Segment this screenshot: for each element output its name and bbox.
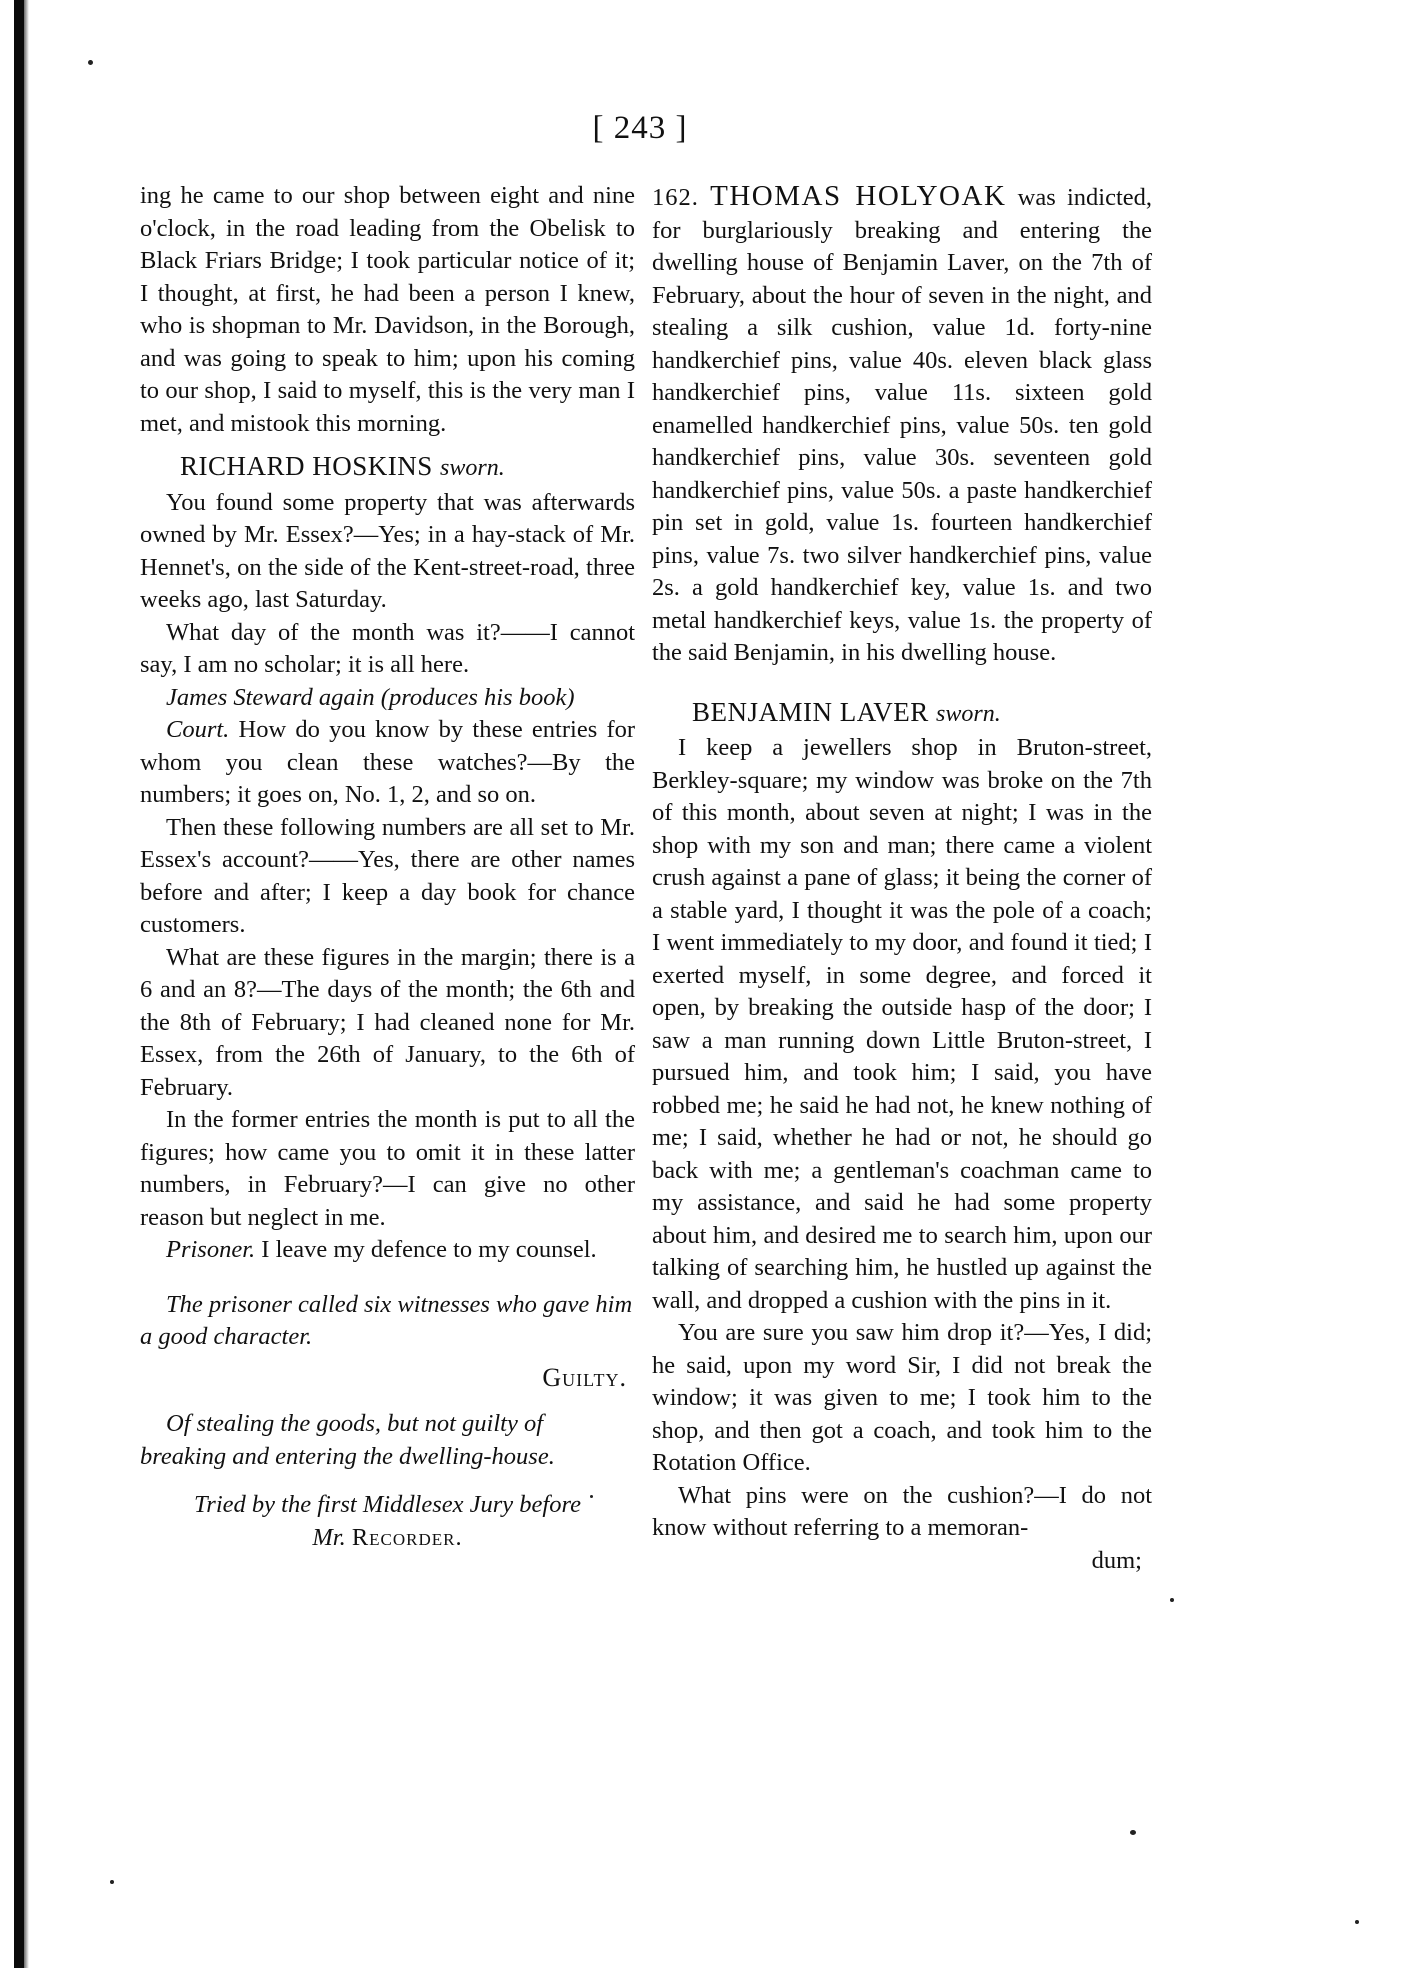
speaker-label: Court. [166, 716, 230, 743]
case-number: 162. [652, 184, 699, 211]
case-heading [652, 180, 1152, 670]
testimony-text: How do you know by these entries for whom you clean these watches?—By the numbers; it goes on, No. 1, 2, and so on. [140, 716, 636, 808]
tried-by-line [140, 1489, 635, 1554]
speaker-label: Prisoner. [166, 1236, 256, 1263]
judge-name: Recorder. [351, 1523, 463, 1551]
scan-speck [1130, 1830, 1136, 1835]
testimony-paragraph: Then these following numbers are all set to Mr. Essex's account?——Yes, there are other names before and after; I keep a day book for chance customers. [140, 813, 635, 938]
witness-heading [652, 696, 1152, 731]
testimony-text: I leave my defence to my counsel. [261, 1236, 597, 1263]
testimony-paragraph: I keep a jewellers shop in Bruton-street, Berkley-square; my window was broke on the 7th of this month, about seven at night; I was in the shop with my son and man; there came a violent crush against a pane of glass; it being the corner of a stable yard, I thought it was the pole of a coach; I went immediately to my door, and found it tied; I exerted myself, in some degree, and forced it open, by breaking the outside hasp of the door; I saw a man running down Little Bruton-street, I pursued him, and took him; I said, you have robbed me; he said he had not, he knew nothing of me; I said, whether he had or not, he should go back with me; a gentleman's coachman came to my assistance, and said he had some property about him, and desired me to search him, upon our talking of searching him, he hustled up against the wall, and dropped a cushion with the pins in it. [652, 734, 1152, 1314]
right-column [652, 180, 1152, 1577]
indictment-text: was indicted, for burglariously breaking and entering the dwelling house of Benjamin Laver, on the 7th of February, about the hour of seven in the night, and stealing a silk cushion, value 1d. forty-nine handkerchief pins, value 40s. eleven black glass handkerchief pins, value 11s. sixteen gold enamelled handkerchief pins, value 50s. ten gold handkerchief pins, value 30s. seventeen gold handkerchief pins, value 50s. a paste handkerchief pin set in gold, value 1s. fourteen handkerchief pins, value 7s. two silver handkerchief pins, value 2s. a gold handkerchief key, value 1s. and two metal handkerchief keys, value 1s. the property of the said Benjamin, in his dwelling house. [652, 184, 1152, 666]
character-witness-note: The prisoner called six witnesses who gave him a good character. [140, 1290, 633, 1350]
testimony-paragraph: What day of the month was it?——I cannot say, I am no scholar; it is all here. [140, 618, 635, 678]
witness-sworn: sworn. [936, 700, 1001, 727]
testimony-paragraph: You found some property that was afterwards owned by Mr. Essex?—Yes; in a hay-stack of Mr. Hennet's, on the side of the Kent-street-road, three weeks ago, last Saturday. [140, 488, 635, 613]
testimony-paragraph [140, 1234, 635, 1267]
witness-heading [140, 450, 635, 485]
scan-speck [88, 60, 93, 65]
scan-speck [590, 1495, 593, 1498]
scan-speck [1355, 1920, 1359, 1924]
witness-name: RICHARD HOSKINS [180, 451, 433, 481]
testimony-paragraph [140, 714, 635, 812]
left-column [140, 180, 635, 1554]
testimony-paragraph: What pins were on the cushion?—I do not know without referring to a memoran- [652, 1481, 1152, 1541]
opening-paragraph: ing he came to our shop between eight and nine o'clock, in the road leading from the Obelisk to Black Friars Bridge; I took particular notice of it; I thought, at first, he had been a person I knew, who is shopman to Mr. Davidson, in the Borough, and was going to speak to him; upon his coming to our shop, I said to myself, this is the very man I met, and mistook this morning. [140, 182, 635, 437]
binding-edge [14, 0, 24, 1968]
tried-by-text: Tried by the first Middlesex Jury before [194, 1491, 581, 1518]
defendant-name: THOMAS HOLYOAK [710, 180, 1007, 212]
page-number: [ 243 ] [592, 110, 688, 146]
tried-by-prefix: Mr. [312, 1523, 346, 1551]
scan-speck [1170, 1598, 1174, 1602]
testimony-paragraph: What are these figures in the margin; there is a 6 and an 8?—The days of the month; the 6th and the 8th of February; I had cleaned none for Mr. Essex, from the 26th of January, to the 6th of February. [140, 943, 635, 1101]
testimony-paragraph: You are sure you saw him drop it?—Yes, I did; he said, upon my word Sir, I did not break the window; it was given to me; I took him to the shop, and then got a coach, and took him to the Rotation Office. [652, 1319, 1152, 1476]
sentence-note: Of stealing the goods, but not guilty of breaking and entering the dwelling-house. [140, 1410, 555, 1470]
stage-note: James Steward again (produces his book) [166, 683, 575, 711]
binding-shadow [24, 0, 29, 1968]
scan-speck [110, 1880, 114, 1884]
verdict: Guilty. [542, 1362, 627, 1392]
witness-sworn: sworn. [440, 455, 505, 481]
testimony-paragraph: In the former entries the month is put to all the figures; how came you to omit it in these latter numbers, in February?—I can give no other reason but neglect in me. [140, 1106, 635, 1231]
catchword: dum; [1091, 1546, 1142, 1574]
witness-name: BENJAMIN LAVER [692, 696, 929, 727]
